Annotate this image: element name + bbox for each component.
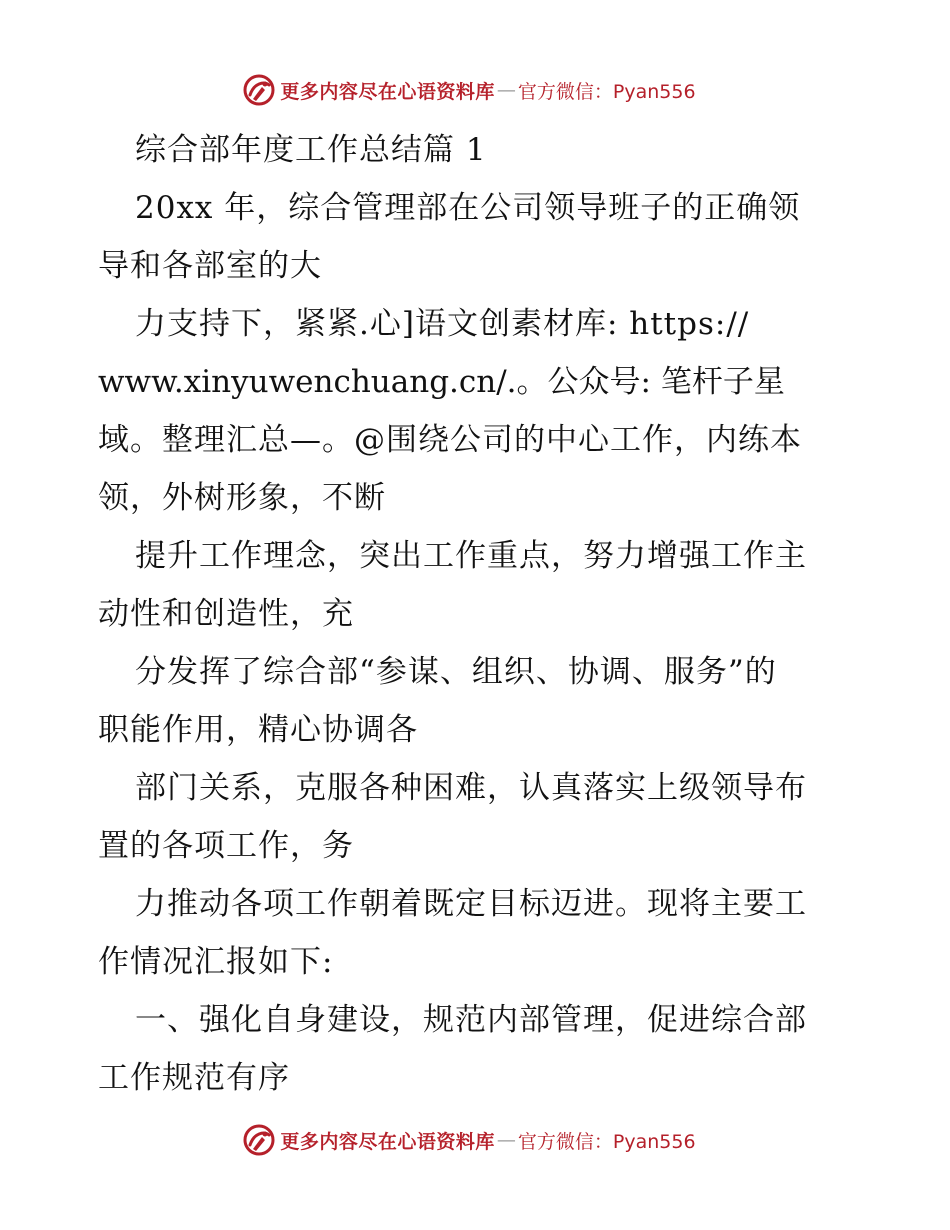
header-banner-content bbox=[242, 73, 695, 107]
header-banner bbox=[0, 70, 950, 110]
paragraph-line: 动性和创造性，充 bbox=[98, 596, 354, 632]
paragraph-line: 域。整理汇总—。@围绕公司的中心工作，内练本 bbox=[98, 422, 802, 458]
paragraph-line: 职能作用，精心协调各 bbox=[98, 712, 418, 748]
document-body bbox=[98, 121, 858, 1107]
seal-logo-icon bbox=[242, 1123, 276, 1157]
paragraph-line: 置的各项工作，务 bbox=[98, 828, 354, 864]
seal-logo-icon bbox=[242, 73, 276, 107]
paragraph-line: 部门关系，克服各种困难，认真落实上级领导布 bbox=[135, 770, 807, 806]
banner-separator: — bbox=[496, 79, 516, 101]
banner-brand-text: 更多内容尽在心语资料库 bbox=[280, 1130, 495, 1153]
banner-wechat-text: 官方微信：Pyan556 bbox=[517, 1130, 696, 1153]
footer-banner bbox=[0, 1120, 950, 1160]
paragraph-line: 力推动各项工作朝着既定目标迈进。现将主要工 bbox=[135, 886, 807, 922]
paragraph-line: www.xinyuwenchuang.cn/.。公众号: 笔杆子星 bbox=[98, 364, 785, 400]
paragraph-line: 提升工作理念，突出工作重点，努力增强工作主 bbox=[135, 538, 807, 574]
section-heading-continued: 工作规范有序 bbox=[98, 1060, 290, 1096]
footer-banner-content bbox=[242, 1123, 695, 1157]
document-title: 综合部年度工作总结篇 1 bbox=[135, 132, 487, 168]
paragraph-line: 分发挥了综合部“参谋、组织、协调、服务”的 bbox=[135, 654, 777, 690]
banner-brand-text: 更多内容尽在心语资料库 bbox=[280, 80, 495, 103]
section-heading: 一、强化自身建设，规范内部管理，促进综合部 bbox=[135, 1002, 807, 1038]
banner-wechat-text: 官方微信：Pyan556 bbox=[517, 80, 696, 103]
paragraph-line: 导和各部室的大 bbox=[98, 248, 322, 284]
paragraph-line: 20xx 年，综合管理部在公司领导班子的正确领 bbox=[135, 190, 801, 226]
paragraph-line: 作情况汇报如下: bbox=[98, 944, 334, 980]
banner-separator: — bbox=[496, 1129, 516, 1151]
paragraph-line: 领，外树形象，不断 bbox=[98, 480, 386, 516]
paragraph-line: 力支持下，紧紧.心]语文创素材库: https:// bbox=[135, 306, 750, 342]
